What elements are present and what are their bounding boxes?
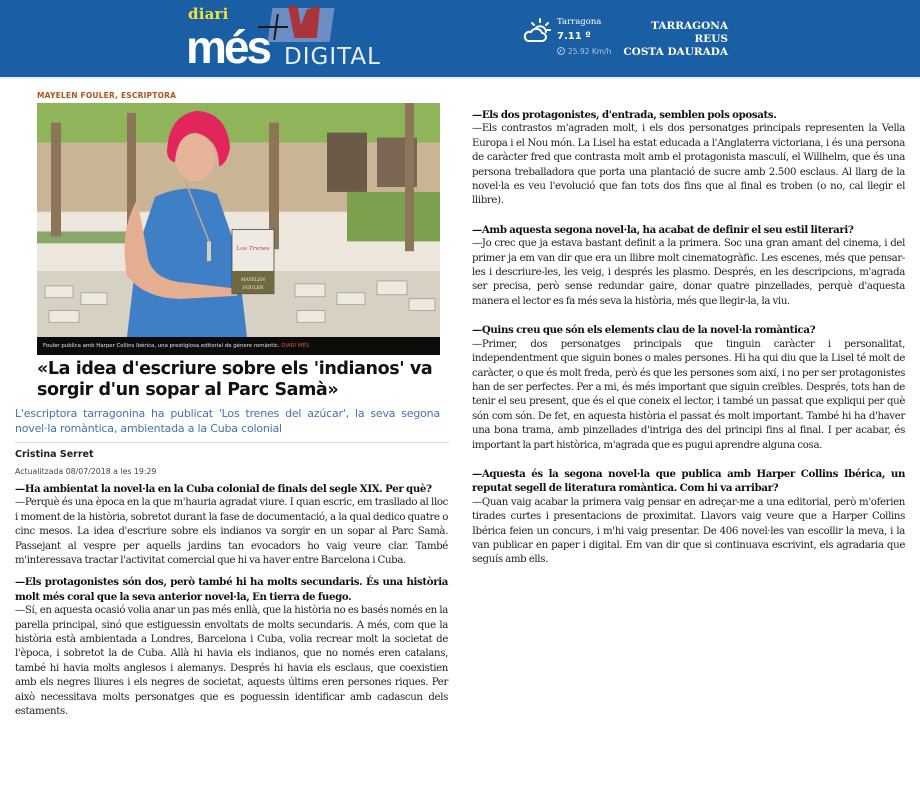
answer: —Perquè és una època en la que m'hauria agradat viure. I quan escric, em trasllado al lloc i moment de la història, sobretot durant la fase de documentació, a la qual dedico quatre o cinc mesos. La idea d'escriure sobre els indianos va sorgir en un sopar al Parc Samà. Passejant al vespre per aquells jardins tan evocadors ho vaig veure clar. També m'interessava tractar l'activitat comercial que hi va haver entre Barcelona i Cuba. [15,497,448,567]
article-lead [15,90,449,720]
logo-diari-text: diari [188,5,229,23]
answer: —Jo crec que ja estava bastant definit a la primera. Soc una gran amant del cinema, i del primer ja em van dir que era un llibre molt cinematogràfic. Les escenes, més que pensar-les i descriure-les, les veig, i després les plasmo. Després, en les descripcions, m'agrada ser precisa, però sense redundar gaire, donar quatre pinzellades, perquè d'aquesta manera el lector es fa més seva la història, més que llegir-la, la viu. [472,238,905,307]
partly-cloudy-icon [522,18,552,44]
book-cover-title: Los Trenes [236,245,270,253]
site-logo[interactable] [184,6,384,72]
qa-block [15,575,448,719]
question: —Ha ambientat la novel·la en la Cuba colonial de finals del segle XIX. Per què? [15,483,432,495]
article-photo[interactable] [37,103,440,355]
qa-block [472,323,905,453]
region-link-costa-daurada[interactable]: COSTA DAURADA [623,46,728,58]
qa-block [472,223,905,309]
wind-compass-icon [557,47,565,55]
site-header [0,0,920,79]
qa-block [472,108,905,209]
photo-caption-bar [37,337,440,355]
region-nav [620,20,728,59]
divider [15,442,449,443]
book-cover-author: MAYELEN [240,277,266,283]
article-subtitle: L'escriptora tarragonina ha publicat 'Los trenes del azúcar', la seva segona novel·la romàntica, ambientada a la Cuba colonial [15,407,440,435]
logo-digital-text: DIGITAL [284,44,381,70]
region-link-reus[interactable]: REUS [694,33,728,45]
photo-caption-text: Fouler publica amb Harper Collins Ibérica, una prestigiosa editorial de gènere romàntic. [43,343,280,349]
weather-city: Tarragona [557,17,602,27]
question: —Amb aquesta segona novel·la, ha acabat de definir el seu estil literari? [472,223,854,236]
answer: —Sí, en aquesta ocasió volia anar un pas més enllà, que la història no es basés només en la parella principal, sinó que estiguessin envoltats de molts secundaris. A més, com que la història està ambientada a Londres, Barcelona i Cuba, volia recrear molt la societat de l'època, i sobretot la de Cuba. Allà hi havia els indianos, que no només eren catalans, també hi havia molts anglesos i alemanys. Després hi havia els esclaus, que coexistien amb els negres lliures i els negres de societat, aquests últims eren persones riques. Per això necessitava molts personatges que es poguessin identificar amb cadascun dels estaments. [15,605,448,718]
weather-wind-speed: 25.92 Km/h [568,47,612,56]
answer: —Primer, dos personatges principals que tinguin caràcter i personalitat, independentment que siguin bones o males persones. Hi ha qui diu que la Lisel té molt de caràcter, o que és molt freda, però és que les persones som així, i no per ser protagonistes han de ser perfectes. Per a mi, és més important que siguin creïbles. Després, tots han de tenir el seu present, que és el que coneix el lector, i també un passat que expliqui per què són com són. De fet, en aquesta història el passat és molt important. També hi ha d'haver una bona trama, amb pinzellades d'intriga des del principi fins al final. I per acabar, és important la part històrica, m'agrada que es pugui aprendre alguna cosa. [472,338,905,451]
article-headline: «La idea d'escriure sobre els 'indianos' va sorgir d'un sopar al Parc Samà» [37,359,433,400]
photo-illustration [37,103,440,355]
question: —Els protagonistes són dos, però també hi ha molts secundaris. És una història molt més coral que la seva anterior novel·la, En tierra de fuego. [15,576,448,603]
region-link-tarragona[interactable]: TARRAGONA [651,20,728,32]
article-kicker: MAYELEN FOULER, ESCRIPTORA [37,91,177,100]
answer: —Els contrastos m'agraden molt, i els dos personatges principals representen la Vella Europa i el Nou món. La Lisel ha estat educada a l'Anglaterra victoriana, i és una persona de caràcter fred que contrasta molt amb el protagonista masculí, el Willhelm, que és una persona treballadora que porta una plantació de sucre amb 2.500 esclaus. Al llarg de la novel·la es veu l'evolució que fan tots dos fins que al final es troben (o no, cal llegir el llibre). [472,123,905,207]
question: —Els dos protagonistes, d'entrada, semblen pols oposats. [472,109,777,121]
book-cover-author-surname: FOULER [242,285,264,291]
question: —Quins creu que són els elements clau de la novel·la romàntica? [472,324,816,337]
qa-block [15,482,448,568]
article-author[interactable]: Cristina Serret [15,449,94,460]
logo-mes-text: més [186,21,270,73]
article-body-right [472,108,905,582]
answer: —Quan vaig acabar la primera vaig pensar en adreçar-me a una editorial, però m'oferien tirades curtes i presentacions de proximitat. Llavors vaig veure que a Harper Collins Ibérica feien un concurs, i m'hi vaig presentar. De 406 novel·les van escollir la meva, i la van publicar en paper i digital. Em van dir que si continuava escrivint, els agradaria que seguís amb ells. [472,496,905,566]
question: —Aquesta és la segona novel·la que publica amb Harper Collins Ibérica, un reputat segell de literatura romàntica. Com hi va arribar? [472,467,905,495]
weather-widget [522,14,622,64]
photo-credit: DIARI MÉS [281,343,310,349]
weather-wind [557,46,611,57]
qa-block [472,467,905,568]
article-body-left [15,482,448,720]
weather-temperature: 7.11 º [557,31,591,42]
article-date: Actualitzada 08/07/2018 a les 19:29 [15,467,157,476]
photo-caption [43,342,309,350]
